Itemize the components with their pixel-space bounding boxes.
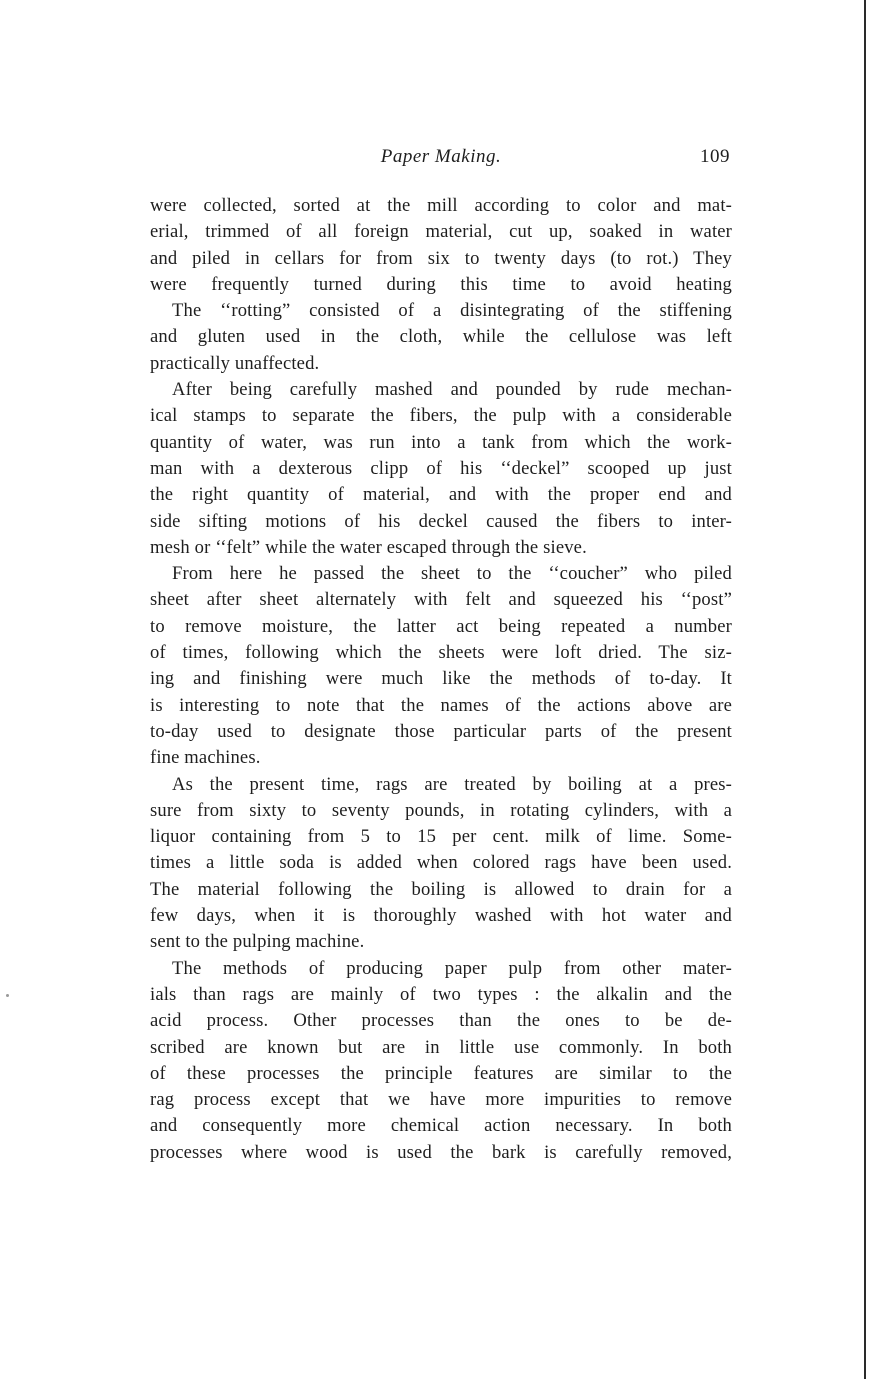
text-line: to remove moisture, the latter act being repeated a number xyxy=(150,615,732,637)
text-line: and gluten used in the cloth, while the cellulose was left xyxy=(150,326,732,348)
text-line: processes where wood is used the bark is carefully removed, xyxy=(150,1141,732,1163)
text-line: times a little soda is added when colored rags have been used. xyxy=(150,852,732,874)
text-line: liquor containing from 5 to 15 per cent. milk of lime. Some- xyxy=(150,826,732,848)
text-line: of these processes the principle features are similar to the xyxy=(150,1062,732,1084)
text-line: man with a dexterous clipp of his ‘‘deckel” scooped up just xyxy=(150,457,732,479)
text-line: practically unaffected. xyxy=(150,352,320,374)
text-line: erial, trimmed of all foreign material, cut up, soaked in water xyxy=(150,221,732,243)
text-line: to-day used to designate those particular parts of the present xyxy=(150,720,732,742)
text-line: sheet after sheet alternately with felt and squeezed his ‘‘post” xyxy=(150,589,732,611)
text-line: the right quantity of material, and with the proper end and xyxy=(150,484,732,506)
text-line: of times, following which the sheets were loft dried. The siz- xyxy=(150,642,732,664)
text-line: and piled in cellars for from six to twenty days (to rot.) They xyxy=(150,247,732,269)
text-line: sent to the pulping machine. xyxy=(150,931,365,953)
text-line: ials than rags are mainly of two types : the alkalin and the xyxy=(150,983,732,1005)
text-line: rag process except that we have more impurities to remove xyxy=(150,1089,732,1111)
text-line: and consequently more chemical action necessary. In both xyxy=(150,1115,732,1137)
running-head xyxy=(150,146,732,172)
text-line: sure from sixty to seventy pounds, in rotating cylinders, with a xyxy=(150,799,732,821)
page-edge-rule xyxy=(864,0,866,1379)
text-line: scribed are known but are in little use commonly. In both xyxy=(150,1036,732,1058)
text-line: acid process. Other processes than the ones to be de- xyxy=(150,1010,732,1032)
text-line: fine machines. xyxy=(150,747,261,769)
running-title: Paper Making. xyxy=(380,146,502,167)
text-line: ing and finishing were much like the methods of to-day. It xyxy=(150,668,732,690)
text-line: were frequently turned during this time to avoid heating xyxy=(150,273,732,295)
text-line: quantity of water, was run into a tank from which the work- xyxy=(150,431,732,453)
text-line: were collected, sorted at the mill according to color and mat- xyxy=(150,195,732,216)
body-text xyxy=(150,193,732,1166)
text-line: mesh or ‘‘felt” while the water escaped through the sieve. xyxy=(150,536,587,558)
text-line: The material following the boiling is allowed to drain for a xyxy=(150,878,732,900)
text-line: is interesting to note that the names of the actions above are xyxy=(150,694,732,716)
text-line: The methods of producing paper pulp from other mater- xyxy=(172,957,732,979)
text-line: side sifting motions of his deckel caused the fibers to inter- xyxy=(150,510,732,532)
scan-speck xyxy=(6,994,9,997)
page-number: 109 xyxy=(700,146,730,167)
text-line: ical stamps to separate the fibers, the pulp with a considerable xyxy=(150,405,732,427)
text-line: few days, when it is thoroughly washed with hot water and xyxy=(150,905,732,927)
text-line: After being carefully mashed and pounded by rude mechan- xyxy=(172,379,732,401)
text-line: The ‘‘rotting” consisted of a disintegrating of the stiffening xyxy=(172,300,732,322)
text-line: From here he passed the sheet to the ‘‘coucher” who piled xyxy=(172,563,732,585)
text-line: As the present time, rags are treated by boiling at a pres- xyxy=(172,773,732,795)
